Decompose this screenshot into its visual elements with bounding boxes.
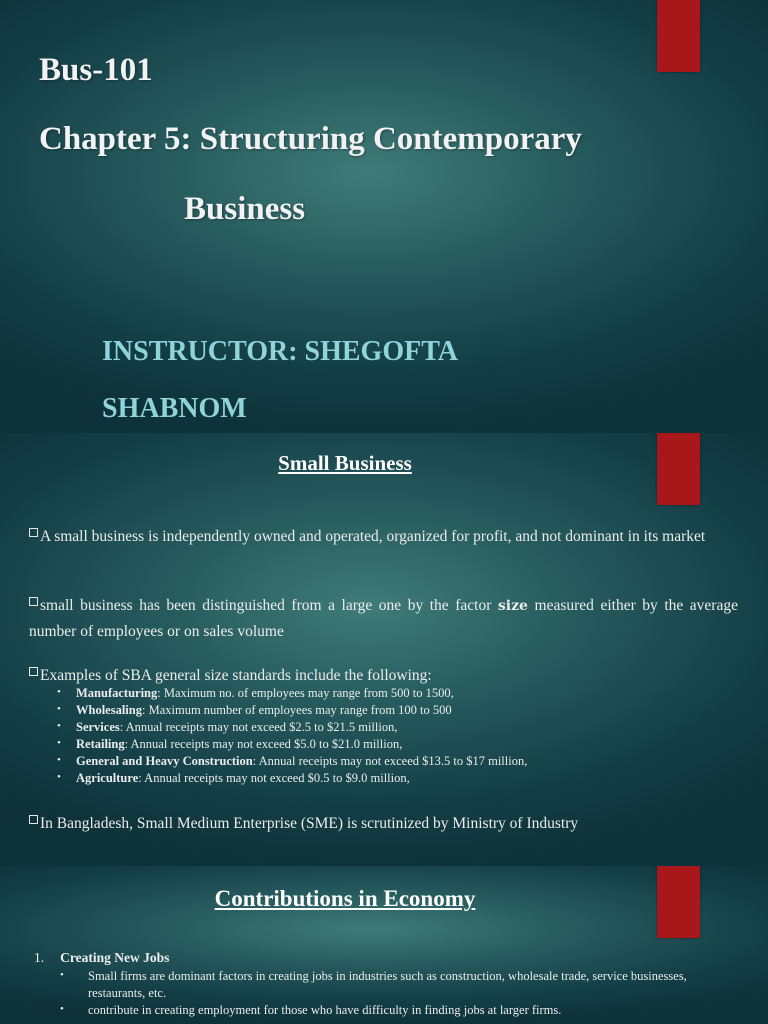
checkbox-bullet-icon <box>29 597 38 606</box>
paragraph-examples-intro: Examples of SBA general size standards include the following: <box>29 663 738 688</box>
list-item: • General and Heavy Construction: Annual receipts may not exceed $13.5 to $17 million, <box>56 753 716 770</box>
instructor-line1: INSTRUCTOR: SHEGOFTA <box>102 336 459 367</box>
paragraph-size-factor: small business has been distinguished from a large one by the factor size measured either by the average number of employees or on sales volume <box>29 597 738 640</box>
instructor-line2: SHABNOM <box>102 393 247 424</box>
list-item: • Wholesaling: Maximum number of employees may range from 100 to 500 <box>56 702 716 719</box>
red-accent-bar <box>657 0 700 72</box>
list-item: • Services: Annual receipts may not exceed $2.5 to $21.5 million, <box>56 719 716 736</box>
checkbox-bullet-icon <box>29 528 38 537</box>
section-title: Small Business <box>278 451 412 475</box>
checkbox-bullet-icon <box>29 815 38 824</box>
course-title: Bus-101 <box>39 52 153 88</box>
paragraph-definition: A small business is independently owned and operated, organized for profit, and not dominant in its market <box>29 524 738 549</box>
contributions-slide <box>0 866 768 1024</box>
list-item: • Retailing: Annual receipts may not exceed $5.0 to $21.0 million, <box>56 736 716 753</box>
list-item: • Manufacturing: Maximum no. of employees may range from 500 to 1500, <box>56 685 716 702</box>
list-item: • Agriculture: Annual receipts may not exceed $0.5 to $9.0 million, <box>56 770 716 787</box>
list-item: • Small firms are dominant factors in creating jobs in industries such as construction, wholesale trade, service businesses, restaurants, etc. <box>60 968 720 1002</box>
jobs-bullet-list <box>60 968 720 1019</box>
sba-standards-list <box>56 685 716 787</box>
checkbox-bullet-icon <box>29 667 38 676</box>
section-title: Contributions in Economy <box>214 886 476 911</box>
numbered-item: 1. Creating New Jobs <box>34 950 170 965</box>
paragraph-bangladesh-sme: In Bangladesh, Small Medium Enterprise (SME) is scrutinized by Ministry of Industry <box>29 811 738 836</box>
title-slide <box>0 0 768 433</box>
chapter-title-line2: Business <box>184 191 306 227</box>
small-business-slide <box>0 433 768 866</box>
list-item: • contribute in creating employment for those who have difficulty in finding jobs at larger firms. <box>60 1002 720 1019</box>
chapter-title-line1: Chapter 5: Structuring Contemporary <box>39 121 582 157</box>
